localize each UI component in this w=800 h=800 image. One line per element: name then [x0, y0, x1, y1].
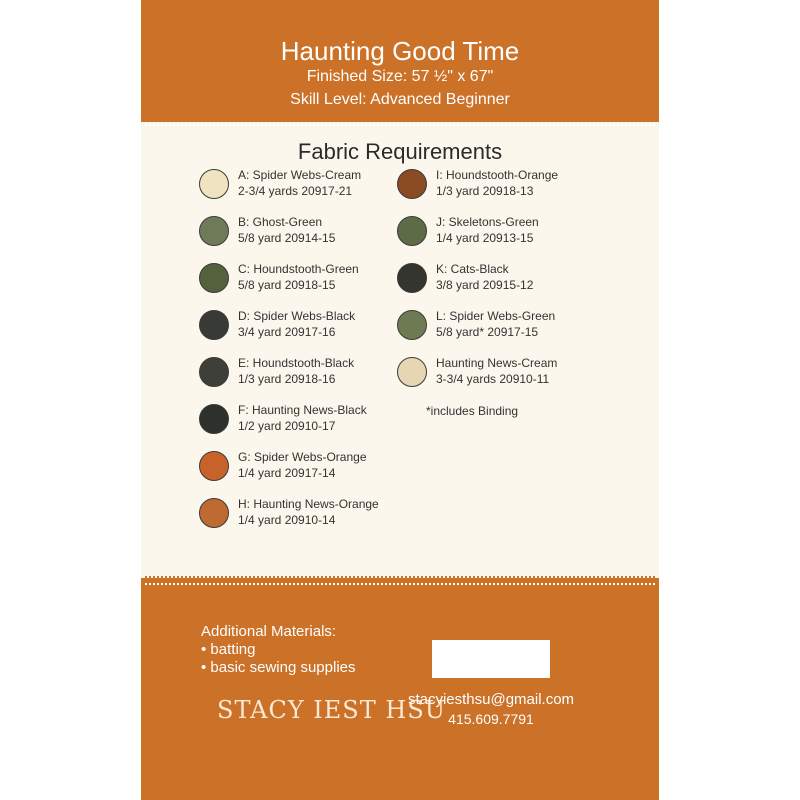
fabric-quantity: 5/8 yard* 20917-15: [436, 325, 539, 339]
fabric-name: D: Spider Webs-Black: [238, 309, 356, 323]
fabric-name: A: Spider Webs-Cream: [238, 168, 362, 182]
fabric-quantity: 3/4 yard 20917-16: [238, 325, 336, 339]
fabric-swatch: [397, 357, 427, 387]
fabric-name: E: Houndstooth-Black: [238, 356, 355, 370]
fabric-quantity: 1/4 yard 20913-15: [436, 231, 534, 245]
fabric-item: [397, 261, 617, 301]
fabric-name: G: Spider Webs-Orange: [238, 450, 367, 464]
fabric-swatch: [397, 216, 427, 246]
fabric-swatch: [199, 404, 229, 434]
fabric-name: L: Spider Webs-Green: [436, 309, 556, 323]
finished-size: Finished Size: 57 ½" x 67": [306, 68, 494, 85]
fabric-quantity: 2-3/4 yards 20917-21: [238, 184, 353, 198]
blank-label-box: [432, 640, 550, 678]
binding-note: *includes Binding: [426, 404, 519, 418]
fabric-name: I: Houndstooth-Orange: [436, 168, 559, 182]
fabric-quantity: 3/8 yard 20915-12: [436, 278, 534, 292]
fabric-item: [199, 449, 419, 489]
fabric-quantity: 1/4 yard 20910-14: [238, 513, 336, 527]
top-dotted-divider: [145, 124, 655, 126]
fabric-quantity: 1/3 yard 20918-16: [238, 372, 336, 386]
material-item: • batting: [201, 641, 256, 658]
designer-signature: STACY IEST HSU: [217, 696, 446, 724]
fabric-swatch: [397, 263, 427, 293]
fabric-swatch: [199, 451, 229, 481]
fabric-quantity: 1/2 yard 20910-17: [238, 419, 336, 433]
fabric-item: [397, 355, 617, 395]
fabric-item: [199, 402, 419, 442]
fabric-swatch: [397, 169, 427, 199]
fabric-name: K: Cats-Black: [436, 262, 509, 276]
pattern-card: [141, 0, 659, 800]
fabric-item: [199, 261, 419, 301]
contact-email[interactable]: stacyiesthsu@gmail.com: [407, 691, 575, 708]
fabric-swatch: [199, 169, 229, 199]
fabric-quantity: 3-3/4 yards 20910-11: [436, 372, 550, 386]
fabric-swatch: [199, 310, 229, 340]
fabric-item: [199, 496, 419, 536]
contact-phone: 415.609.7791: [448, 711, 534, 727]
fabric-swatch: [199, 216, 229, 246]
fabric-item: [397, 167, 617, 207]
fabric-name: C: Houndstooth-Green: [238, 262, 359, 276]
fabric-swatch: [199, 263, 229, 293]
fabric-quantity: 5/8 yard 20918-15: [238, 278, 336, 292]
fabric-swatch: [199, 357, 229, 387]
footer-band: [141, 578, 659, 800]
fabric-name: Haunting News-Cream: [436, 356, 558, 370]
fabric-quantity: 1/4 yard 20917-14: [238, 466, 336, 480]
fabric-name: B: Ghost-Green: [238, 215, 323, 229]
fabric-swatch: [397, 310, 427, 340]
additional-materials-title: Additional Materials:: [201, 623, 337, 640]
fabric-name: H: Haunting News-Orange: [238, 497, 379, 511]
fabric-name: F: Haunting News-Black: [238, 403, 367, 417]
fabric-quantity: 1/3 yard 20918-13: [436, 184, 534, 198]
fabric-item: [199, 355, 419, 395]
fabric-item: [199, 214, 419, 254]
material-item: • basic sewing supplies: [201, 659, 356, 676]
pattern-title: Haunting Good Time: [280, 36, 520, 66]
fabric-item: [199, 167, 419, 207]
fabric-item: [397, 214, 617, 254]
fabric-name: J: Skeletons-Green: [436, 215, 539, 229]
fabric-item: [199, 308, 419, 348]
fabric-quantity: 5/8 yard 20914-15: [238, 231, 336, 245]
fabric-requirements-title: Fabric Requirements: [297, 139, 503, 164]
header-band: [141, 0, 659, 122]
skill-level: Skill Level: Advanced Beginner: [290, 91, 510, 108]
fabric-item: [397, 308, 617, 348]
fabric-swatch: [199, 498, 229, 528]
bottom-dotted-divider: [145, 583, 655, 585]
